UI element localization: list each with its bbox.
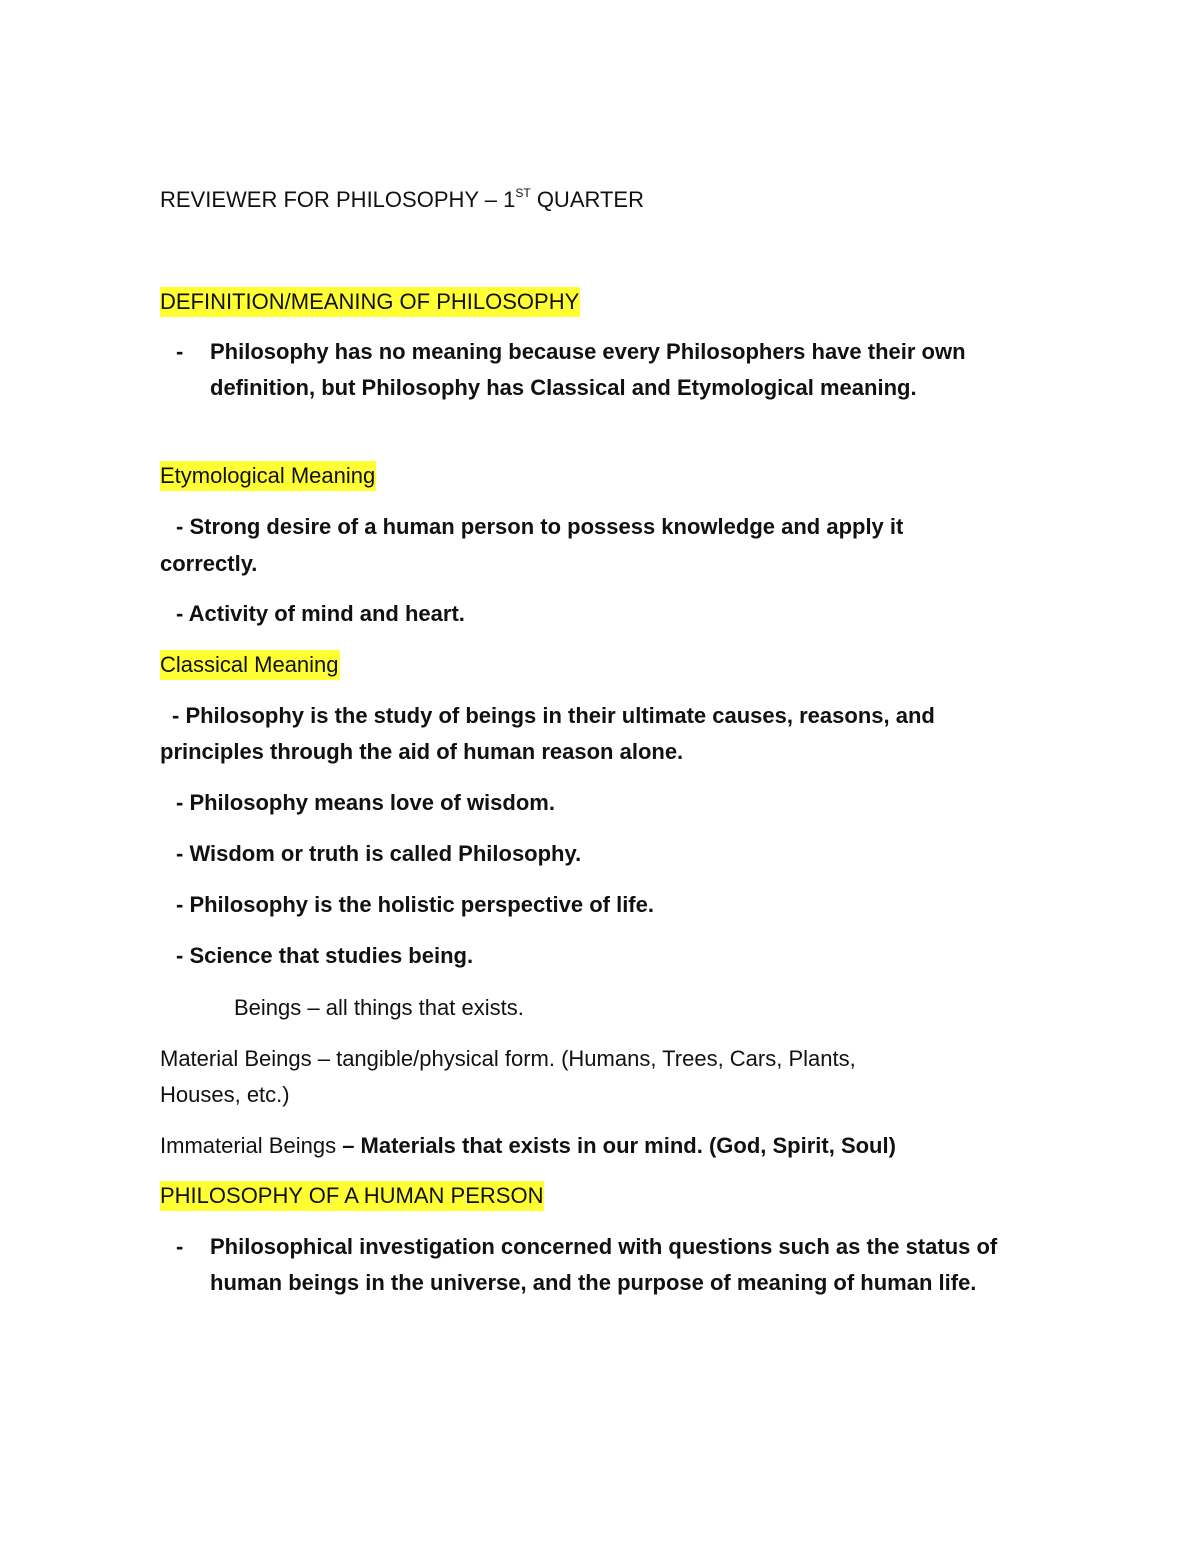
classical-item-5: - Science that studies being. (176, 943, 474, 968)
immaterial-beings (160, 1128, 896, 1164)
heading-etymological-text: Etymological Meaning (160, 461, 376, 491)
page-title (160, 182, 644, 218)
human-person-bullet-text: Philosophical investigation concerned with questions such as the status of human beings in the universe, and the purpose of meaning of human life. (210, 1234, 998, 1295)
heading-human-person (160, 1178, 544, 1214)
bullet-marker: - (176, 339, 184, 364)
immaterial-beings-label: Immaterial Beings (160, 1133, 337, 1158)
heading-classical-text: Classical Meaning (160, 650, 340, 680)
classical-item-1-line-2: principles through the aid of human reason alone. (160, 739, 684, 764)
classical-item-3: - Wisdom or truth is called Philosophy. (176, 841, 582, 866)
immaterial-beings-text: – Materials that exists in our mind. (God, Spirit, Soul) (336, 1133, 896, 1158)
classical-item-1-line-1: - Philosophy is the study of beings in their ultimate causes, reasons, and (172, 703, 935, 728)
beings-definition: Beings – all things that exists. (234, 995, 524, 1020)
human-person-bullet (160, 1229, 1030, 1301)
title-suffix: QUARTER (530, 187, 644, 212)
heading-definition (160, 284, 580, 320)
title-main: REVIEWER FOR PHILOSOPHY – 1 (160, 187, 516, 212)
classical-item-2: - Philosophy means love of wisdom. (176, 790, 555, 815)
heading-human-person-text: PHILOSOPHY OF A HUMAN PERSON (160, 1181, 544, 1211)
etymological-item-1-line-2: correctly. (160, 551, 258, 576)
material-beings-line-2: Houses, etc.) (160, 1082, 290, 1107)
heading-definition-text: DEFINITION/MEANING OF PHILOSOPHY (160, 287, 580, 317)
bullet-marker: - (176, 1234, 184, 1259)
etymological-item-2: - Activity of mind and heart. (176, 601, 465, 626)
heading-etymological (160, 458, 376, 494)
classical-item-4: - Philosophy is the holistic perspective of life. (176, 892, 654, 917)
title-superscript: ST (515, 186, 531, 200)
definition-bullet-text: Philosophy has no meaning because every Philosophers have their own definition, but Philosophy has Classical and Etymological meaning. (210, 339, 966, 400)
etymological-item-1-line-1: - Strong desire of a human person to possess knowledge and apply it (176, 514, 904, 539)
material-beings-line-1: Material Beings – tangible/physical form. (Humans, Trees, Cars, Plants, (160, 1046, 856, 1071)
definition-bullet (160, 334, 970, 406)
heading-classical (160, 647, 340, 683)
